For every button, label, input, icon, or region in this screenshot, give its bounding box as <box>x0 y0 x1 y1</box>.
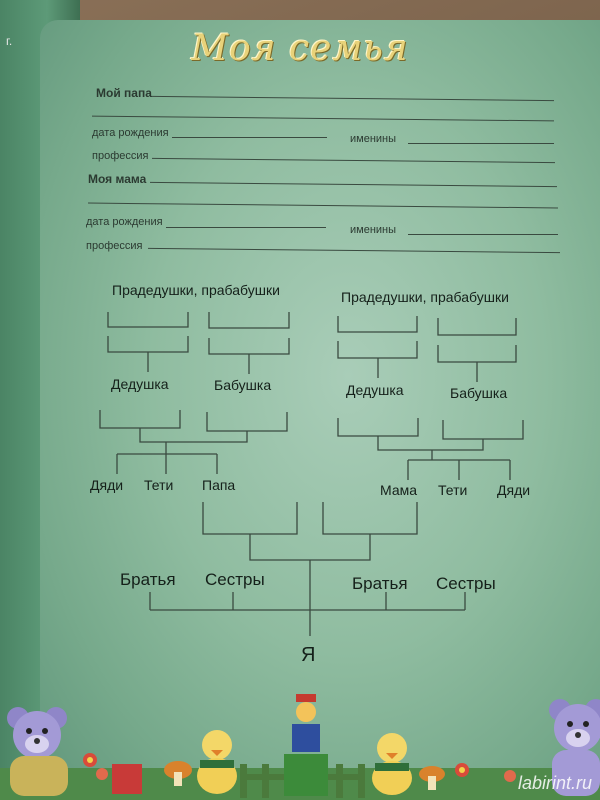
toy-border-decoration <box>0 690 600 800</box>
page-title: Моя семья <box>191 28 409 69</box>
left-grandmother-label: Бабушка <box>214 377 272 393</box>
sisters-left-label: Сестры <box>205 570 265 589</box>
right-gg-bracket-3 <box>438 318 516 335</box>
right-grandmother-label: Бабушка <box>450 385 508 401</box>
dad-profession-label: профессия <box>92 150 149 162</box>
mom-birth-label: дата рождения <box>86 216 163 228</box>
left-aunts-label: Тети <box>144 477 174 493</box>
left-gg-bracket-1 <box>108 312 188 327</box>
mom-nameday-label: именины <box>350 224 397 236</box>
duck-right-icon <box>372 733 412 795</box>
left-gp-bracket-2 <box>207 412 287 431</box>
right-gg-bracket-2 <box>338 341 417 358</box>
toy-block-icon <box>112 764 142 794</box>
mom-tree-label: Мама <box>380 482 418 498</box>
left-grandfather-label: Дедушка <box>111 376 169 392</box>
right-uncles-label: Дяди <box>497 482 531 498</box>
right-gg-bracket-1 <box>338 316 417 332</box>
left-gg-bracket-4 <box>209 338 289 354</box>
me-label: Я <box>301 644 316 666</box>
brothers-right-label: Братья <box>352 574 408 593</box>
mom-label: Моя мама <box>88 172 147 186</box>
sisters-right-label: Сестры <box>436 574 496 593</box>
right-gp-join <box>378 436 483 450</box>
right-gp-bracket-1 <box>338 418 418 436</box>
mom-profession-label: профессия <box>86 240 143 252</box>
left-great-grandparents-label: Прадедушки, прабабушки <box>112 282 280 298</box>
dad-nameday-label: именины <box>350 133 397 145</box>
right-aunts-label: Тети <box>438 482 468 498</box>
dad-bracket <box>203 502 297 534</box>
left-uncles-label: Дяди <box>90 477 124 493</box>
right-grandfather-label: Дедушка <box>346 382 404 398</box>
mom-bracket <box>323 502 417 534</box>
right-gp-bracket-2 <box>443 420 523 439</box>
left-gg-bracket-3 <box>209 312 289 328</box>
left-page-note: г. <box>6 34 13 48</box>
parents-join <box>250 534 370 560</box>
left-gp-join <box>140 428 247 442</box>
brothers-left-label: Братья <box>120 570 176 589</box>
left-gp-bracket-1 <box>100 410 180 428</box>
watermark: labirint.ru <box>517 773 592 793</box>
teddy-bear-left-icon <box>7 707 68 796</box>
right-gg-bracket-4 <box>438 345 516 362</box>
dad-label: Мой папа <box>96 86 152 100</box>
clown-toy-icon <box>284 694 328 796</box>
left-gg-bracket-2 <box>108 336 188 352</box>
dad-tree-label: Папа <box>202 477 236 493</box>
duck-left-icon <box>197 730 237 794</box>
right-great-grandparents-label: Прадедушки, прабабушки <box>341 289 509 305</box>
dad-birth-label: дата рождения <box>92 127 169 139</box>
